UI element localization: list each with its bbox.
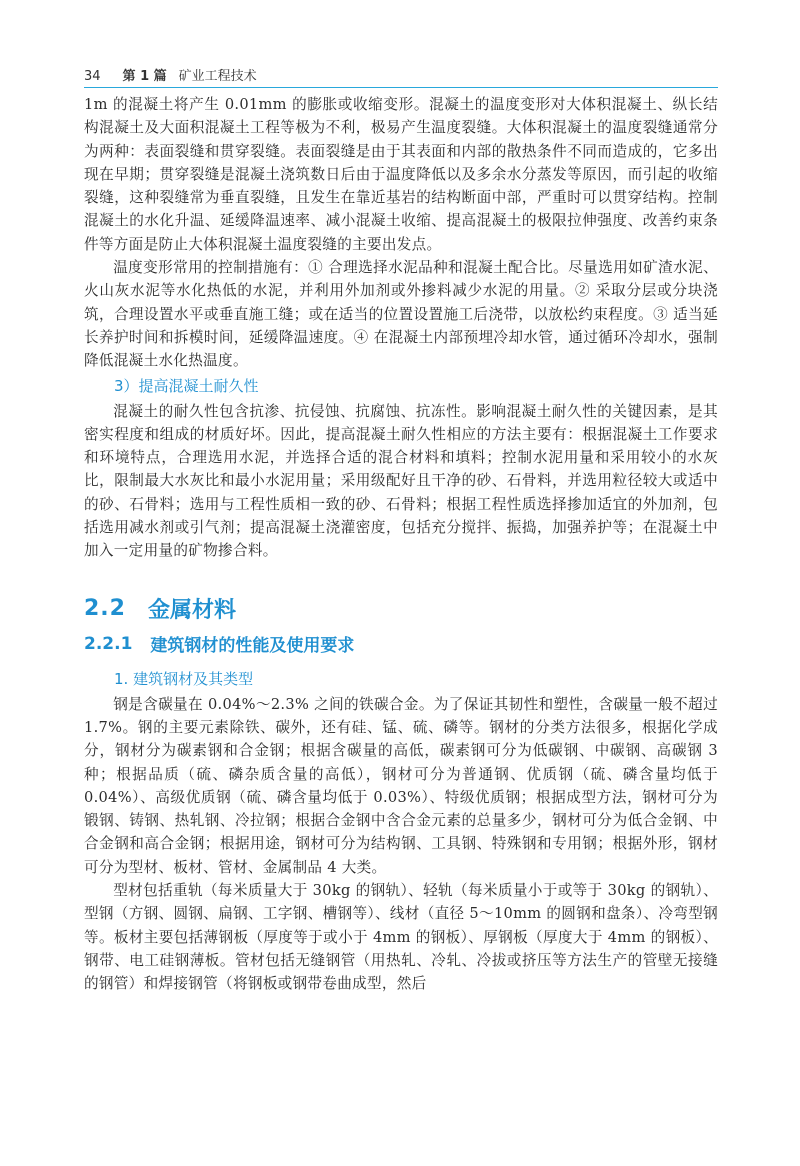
paragraph-control-measures: 温度变形常用的控制措施有：① 合理选择水泥品种和混凝土配合比。尽量选用如矿渣水泥、火山灰水泥等水化热低的水泥，并利用外加剂或外掺料减少水泥的用量。② 采取分层或分块浇筑，合理设置水平或垂直施工缝；或在适当的位置设置施工后浇带，以放松约束程度。③ 适当延长养护时间和拆模时间，延缓降温速度。④ 在混凝土内部预埋冷却水管，通过循环冷却水，强制降低混凝土水化热温度。 — [84, 259, 718, 370]
running-header — [84, 62, 718, 84]
page-number: 34 — [84, 69, 101, 84]
section-number: 2.2 — [84, 596, 126, 622]
paragraph-steel-classification: 钢是含碳量在 0.04%～2.3% 之间的铁碳合金。为了保证其韧性和塑性，含碳量一般不超过 1.7%。钢的主要元素除铁、碳外，还有硅、锰、硫、磷等。钢材的分类方法很多，根据化学成分，钢材分为碳素钢和合金钢；根据含碳量的高低，碳素钢可分为低碳钢、中碳钢、高碳钢 3 种；根据品质（硫、磷杂质含量的高低），钢材可分为普通钢、优质钢（硫、磷含量均低于 0.04%）、高级优质钢（硫、磷含量均低于 0.03%）、特级优质钢；根据成型方法，钢材可分为锻钢、铸钢、热轧钢、冷拉钢；根据合金钢中含合金元素的总量多少，钢材可分为低合金钢、中合金钢和高合金钢；根据用途，钢材可分为结构钢、工具钢、特殊钢和专用钢；根据外形，钢材可分为型材、板材、管材、金属制品 4 大类。 — [84, 695, 718, 876]
paragraph-temperature-cracks: 1m 的混凝土将产生 0.01mm 的膨胀或收缩变形。混凝土的温度变形对大体积混凝土、纵长结构混凝土及大面积混凝土工程等极为不利，极易产生温度裂缝。大体积混凝土的温度裂缝通常分为两种：表面裂缝和贯穿裂缝。表面裂缝是由于其表面和内部的散热条件不同而造成的，它多出现在早期；贯穿裂缝是混凝土浇筑数日后由于温度降低以及多余水分蒸发等原因，而引起的收缩裂缝，这种裂缝常为垂直裂缝，且发生在靠近基岩的结构断面中部，严重时可以贯穿结构。控制混凝土的水化升温、延缓降温速率、减小混凝土收缩、提高混凝土的极限拉伸强度、改善约束条件等方面是防止大体积混凝土温度裂缝的主要出发点。 — [84, 96, 718, 253]
heading-durability: 3）提高混凝土耐久性 — [114, 376, 259, 395]
heading-steel-types: 1. 建筑钢材及其类型 — [114, 669, 254, 688]
subsection-number: 2.2.1 — [84, 633, 133, 654]
section-title: 金属材料 — [147, 598, 236, 624]
subsection-heading — [84, 630, 718, 658]
subsection-title: 建筑钢材的性能及使用要求 — [150, 636, 355, 657]
header-rule — [84, 87, 718, 88]
section-heading — [84, 590, 718, 628]
page-body — [84, 93, 718, 996]
paragraph-durability: 混凝土的耐久性包含抗渗、抗侵蚀、抗腐蚀、抗冻性。影响混凝土耐久性的关键因素，是其密实程度和组成的材质好坏。因此，提高混凝土耐久性相应的方法主要有：根据混凝土工作要求和环境特点，合理选用水泥，并选择合适的混合材料和填料；控制水泥用量和采用较小的水灰比，限制最大水灰比和最小水泥用量；采用级配好且干净的砂、石骨料，并选用粒径较大或适中的砂、石骨料；选用与工程性质相一致的砂、石骨料；根据工程性质选择掺加适宜的外加剂，包括选用减水剂或引气剂；提高混凝土浇灌密度，包括充分搅拌、振捣，加强养护等；在混凝土中加入一定用量的矿物掺合料。 — [84, 402, 718, 560]
part-title: 矿业工程技术 — [178, 69, 257, 84]
part-label: 第 1 篇 — [122, 69, 167, 84]
paragraph-steel-forms: 型材包括重轨（每米质量大于 30kg 的钢轨）、轻轨（每米质量小于或等于 30kg 的钢轨）、型钢（方钢、圆钢、扁钢、工字钢、槽钢等）、线材（直径 5～10mm 的圆钢和盘条）、冷弯型钢等。板材主要包括薄钢板（厚度等于或小于 4mm 的钢板）、厚钢板（厚度大于 4mm 的钢板）、钢带、电工硅钢薄板。管材包括无缝钢管（用热轧、冷轧、冷拔或挤压等方法生产的管壁无接缝的钢管）和焊接钢管（将钢板或钢带卷曲成型，然后 — [84, 882, 718, 993]
